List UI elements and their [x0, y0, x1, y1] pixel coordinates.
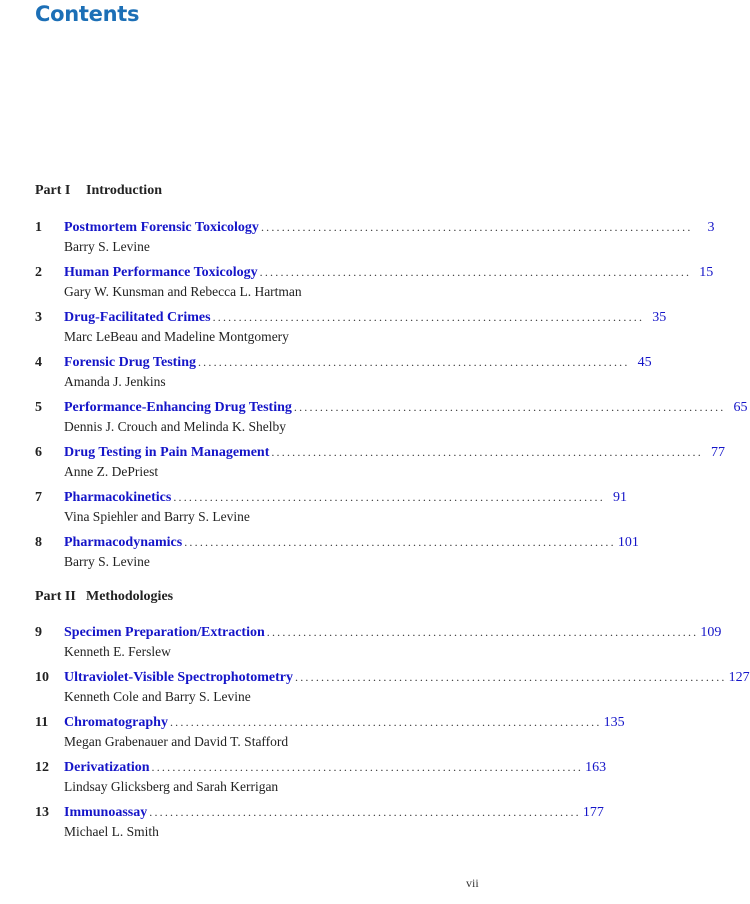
dot-leader: ................................................................................... [212, 310, 645, 324]
chapter-authors: Vina Spiehler and Barry S. Levine [64, 509, 250, 524]
part-label: Part II [35, 589, 76, 604]
page-folio: vii [466, 876, 479, 890]
chapter-title-link[interactable]: Pharmacodynamics [64, 535, 183, 550]
page-number-link[interactable]: 109 [700, 625, 722, 640]
chapter-number: 9 [35, 625, 42, 640]
page-number-link[interactable]: 15 [699, 265, 714, 280]
toc-entry [35, 670, 750, 706]
chapter-number: 2 [35, 265, 42, 280]
page-number-link[interactable]: 163 [585, 760, 607, 775]
dot-leader: ................................................................................... [197, 355, 630, 369]
page-number-link[interactable]: 101 [617, 535, 639, 550]
dot-leader: ................................................................................... [151, 760, 584, 774]
chapter-title-link[interactable]: Pharmacokinetics [64, 490, 172, 505]
chapter-title-link[interactable]: Immunoassay [64, 805, 148, 820]
chapter-number: 4 [35, 355, 42, 370]
chapter-authors: Gary W. Kunsman and Rebecca L. Hartman [64, 284, 302, 299]
part-label: Part I [35, 183, 71, 198]
chapter-authors: Marc LeBeau and Madeline Montgomery [64, 329, 289, 344]
chapter-authors: Kenneth Cole and Barry S. Levine [64, 689, 251, 704]
toc-entry [35, 310, 667, 346]
toc-entry [35, 535, 639, 571]
part-heading [35, 589, 173, 605]
chapter-number: 10 [35, 670, 49, 685]
dot-leader: ................................................................................... [259, 265, 692, 279]
toc-entry [35, 625, 722, 661]
page-number-link[interactable]: 127 [728, 670, 750, 685]
dot-leader: ................................................................................... [149, 805, 581, 819]
chapter-number: 1 [35, 220, 42, 235]
toc-entry [35, 715, 625, 751]
chapter-authors: Anne Z. DePriest [64, 464, 159, 479]
toc-entry [35, 265, 714, 301]
dot-leader: ................................................................................... [169, 715, 602, 729]
chapter-title-link[interactable]: Derivatization [64, 760, 150, 775]
page-number-link[interactable]: 45 [637, 355, 652, 370]
part-title: Introduction [86, 183, 162, 198]
toc-entry [35, 760, 607, 796]
chapter-authors: Amanda J. Jenkins [64, 374, 166, 389]
chapter-number: 6 [35, 445, 42, 460]
chapter-number: 3 [35, 310, 42, 325]
dot-leader: ................................................................................... [260, 220, 693, 234]
page-number-link[interactable]: 65 [733, 400, 748, 415]
chapter-number: 11 [35, 715, 49, 730]
chapter-number: 12 [35, 760, 49, 775]
page-title: Contents [35, 2, 140, 26]
chapter-authors: Kenneth E. Ferslew [64, 644, 171, 659]
chapter-authors: Megan Grabenauer and David T. Stafford [64, 734, 289, 749]
dot-leader: ................................................................................... [173, 490, 605, 504]
dot-leader: ................................................................................... [184, 535, 616, 549]
toc-entry [35, 220, 715, 256]
dot-leader: ................................................................................... [293, 400, 726, 414]
chapter-title-link[interactable]: Ultraviolet-Visible Spectrophotometry [64, 670, 294, 685]
chapter-title-link[interactable]: Forensic Drug Testing [64, 355, 196, 370]
toc-entry [35, 445, 725, 481]
page-number-link[interactable]: 135 [603, 715, 625, 730]
chapter-title-link[interactable]: Specimen Preparation/Extraction [64, 625, 265, 640]
chapter-title-link[interactable]: Drug Testing in Pain Management [64, 445, 270, 460]
chapter-title-link[interactable]: Chromatography [64, 715, 168, 730]
page-number-link[interactable]: 177 [582, 805, 604, 820]
chapter-number: 8 [35, 535, 42, 550]
chapter-title-link[interactable]: Human Performance Toxicology [64, 265, 258, 280]
toc-entry [35, 490, 627, 526]
chapter-authors: Lindsay Glicksberg and Sarah Kerrigan [64, 779, 279, 794]
chapter-title-link[interactable]: Performance-Enhancing Drug Testing [64, 400, 292, 415]
page-number-link[interactable]: 35 [652, 310, 667, 325]
page-number-link[interactable]: 91 [612, 490, 627, 505]
chapter-number: 13 [35, 805, 49, 820]
toc-entry [35, 400, 748, 436]
chapter-authors: Barry S. Levine [64, 239, 150, 254]
dot-leader: ................................................................................... [295, 670, 727, 684]
part-heading [35, 183, 162, 199]
dot-leader: ................................................................................... [266, 625, 699, 639]
page-number-link[interactable]: 3 [707, 220, 715, 235]
chapter-authors: Michael L. Smith [64, 824, 159, 839]
chapter-authors: Dennis J. Crouch and Melinda K. Shelby [64, 419, 286, 434]
chapter-title-link[interactable]: Drug-Facilitated Crimes [64, 310, 211, 325]
chapter-title-link[interactable]: Postmortem Forensic Toxicology [64, 220, 259, 235]
part-title: Methodologies [86, 589, 174, 604]
toc-entry [35, 805, 604, 841]
chapter-authors: Barry S. Levine [64, 554, 150, 569]
toc-entry [35, 355, 652, 391]
page-number-link[interactable]: 77 [710, 445, 725, 460]
chapter-number: 5 [35, 400, 42, 415]
dot-leader: ................................................................................... [271, 445, 703, 459]
chapter-number: 7 [35, 490, 42, 505]
